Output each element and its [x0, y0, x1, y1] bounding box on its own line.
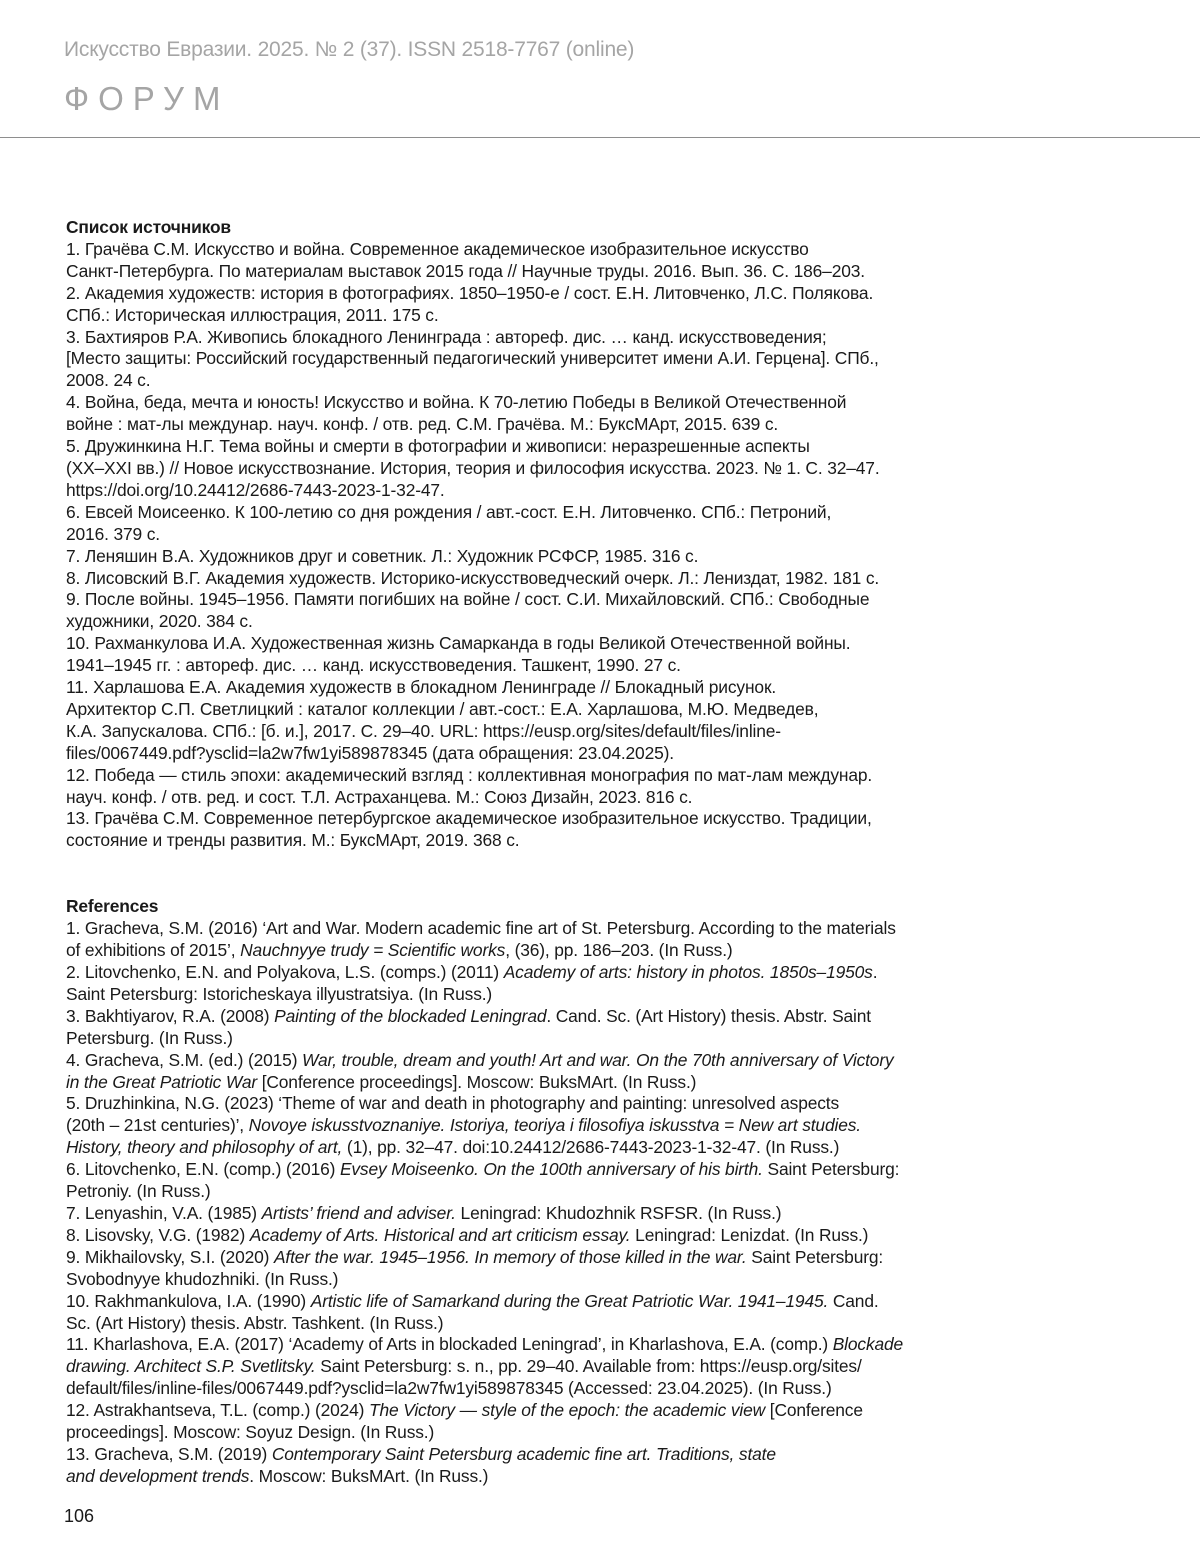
reference-entry-line	[66, 1181, 966, 1203]
source-entry	[66, 677, 966, 765]
reference-entry-line	[66, 1247, 966, 1269]
reference-text: proceedings]. Moscow: Soyuz Design. (In Russ.)	[66, 1422, 435, 1443]
reference-entry	[66, 1444, 966, 1488]
reference-text: (1), pp. 32–47. doi:10.24412/2686-7443-2023-1-32-47. (In Russ.)	[342, 1137, 840, 1158]
reference-entry	[66, 1006, 966, 1050]
reference-entry	[66, 1400, 966, 1444]
reference-entry-line	[66, 1006, 966, 1028]
reference-entry-line	[66, 1203, 966, 1225]
reference-title-italic: and development trends	[66, 1465, 250, 1486]
reference-entry-line	[66, 1269, 966, 1291]
reference-text: 10. Rakhmankulova, I.A. (1990)	[66, 1290, 311, 1311]
source-entry	[66, 327, 966, 393]
reference-text: Petroniy. (In Russ.)	[66, 1181, 211, 1202]
reference-text: 5. Druzhinkina, N.G. (2023) ‘Theme of war and death in photography and painting: unresolved aspects	[66, 1093, 840, 1114]
reference-text: Leningrad: Lenizdat. (In Russ.)	[630, 1224, 869, 1245]
reference-text: 1. Gracheva, S.M. (2016) ‘Art and War. Modern academic fine art of St. Petersburg. According to the materials	[66, 918, 896, 939]
reference-entry	[66, 1159, 966, 1203]
source-entry-line: 2. Академия художеств: история в фотографиях. 1850–1950-е / сост. Е.Н. Литовченко, Л.С. Полякова.	[66, 282, 874, 303]
source-entry	[66, 633, 966, 677]
source-entry-line: 1941–1945 гг. : автореф. дис. … канд. искусствоведения. Ташкент, 1990. 27 с.	[66, 655, 681, 676]
section-gap	[66, 852, 966, 896]
reference-text: Cand.	[828, 1290, 879, 1311]
reference-text: Petersburg. (In Russ.)	[66, 1027, 233, 1048]
source-entry-line: 8. Лисовский В.Г. Академия художеств. Историко-искусствоведческий очерк. Л.: Лениздат, 1982. 181 с.	[66, 567, 880, 588]
source-entry-line: 13. Грачёва С.М. Современное петербургское академическое изобразительное искусство. Традиции,	[66, 808, 872, 829]
source-entry	[66, 589, 966, 633]
source-entry-line: 5. Дружинкина Н.Г. Тема войны и смерти в фотографии и живописи: неразрешенные аспекты	[66, 436, 810, 457]
reference-text: Leningrad: Khudozhnik RSFSR. (In Russ.)	[455, 1202, 782, 1223]
source-entry-line: Санкт-Петербурга. По материалам выставок 2015 года // Научные труды. 2016. Вып. 36. С. 186–203.	[66, 260, 865, 281]
reference-text: [Conference	[765, 1400, 863, 1421]
reference-text: Saint Petersburg:	[746, 1246, 884, 1267]
source-entry	[66, 765, 966, 809]
source-entry	[66, 808, 966, 852]
source-entry-line: 10. Рахманкулова И.А. Художественная жизнь Самарканда в годы Великой Отечественной войны.	[66, 633, 851, 654]
reference-entry-line	[66, 1159, 966, 1181]
references-list	[66, 896, 966, 1487]
source-entry-line: художники, 2020. 384 с.	[66, 611, 253, 632]
reference-text: 13. Gracheva, S.M. (2019)	[66, 1443, 272, 1464]
reference-entry-line	[66, 984, 966, 1006]
reference-text: 11. Kharlashova, E.A. (2017) ‘Academy of Arts in blockaded Leningrad’, in Kharlashova, E.A. (comp.)	[66, 1334, 833, 1355]
reference-entry-line	[66, 1291, 966, 1313]
reference-entry-line	[66, 1466, 966, 1488]
source-entry-line: 2016. 379 с.	[66, 523, 160, 544]
reference-text: default/files/inline-files/0067449.pdf?ysclid=la2w7fw1yi589878345 (Accessed: 23.04.2025). (In Russ.)	[66, 1378, 832, 1399]
reference-text: 6. Litovchenko, E.N. (comp.) (2016)	[66, 1159, 340, 1180]
source-entry-line: 11. Харлашова Е.А. Академия художеств в блокадном Ленинграде // Блокадный рисунок.	[66, 677, 777, 698]
reference-entry-line	[66, 1378, 966, 1400]
reference-entry-line	[66, 1422, 966, 1444]
reference-title-italic: Artistic life of Samarkand during the Great Patriotic War. 1941–1945.	[310, 1290, 829, 1311]
reference-entry-line	[66, 962, 966, 984]
sources-heading: Список источников	[66, 217, 231, 237]
source-entry-line: (XX–XXI вв.) // Новое искусствознание. История, теория и философия искусства. 2023. № 1. С. 32–47.	[66, 457, 880, 478]
reference-entry	[66, 1203, 966, 1225]
reference-title-italic: Blockade	[832, 1334, 904, 1355]
reference-title-italic: Contemporary Saint Petersburg academic fine art. Traditions, state	[271, 1443, 776, 1464]
reference-title-italic: Nauchnyye trudy = Scientific works	[240, 940, 506, 961]
source-entry	[66, 436, 966, 502]
reference-text: Saint Petersburg:	[762, 1159, 900, 1180]
reference-title-italic: Artists’ friend and adviser.	[261, 1202, 456, 1223]
source-entry-line: Архитектор С.П. Светлицкий : каталог коллекции / авт.-сост.: Е.А. Харлашова, М.Ю. Медведев,	[66, 698, 819, 719]
source-entry-line: 3. Бахтияров Р.А. Живопись блокадного Ленинграда : автореф. дис. … канд. искусствоведения;	[66, 326, 827, 347]
reference-text: Sc. (Art History) thesis. Abstr. Tashkent. (In Russ.)	[66, 1312, 444, 1333]
reference-entry-line	[66, 1334, 966, 1356]
reference-title-italic: Academy of arts: history in photos. 1850s–1950s	[503, 962, 873, 982]
source-entry-line: состояние и тренды развития. М.: БуксМАрт, 2019. 368 с.	[66, 830, 520, 851]
reference-text: 2. Litovchenko, E.N. and Polyakova, L.S. (comps.) (2011)	[66, 962, 504, 982]
source-entry-line: 12. Победа — стиль эпохи: академический взгляд : коллективная монография по мат-лам междунар.	[66, 764, 873, 785]
reference-entry-line	[66, 1400, 966, 1422]
reference-entry	[66, 1093, 966, 1159]
reference-text: Saint Petersburg: Istoricheskaya illyustratsiya. (In Russ.)	[66, 983, 493, 1004]
reference-title-italic: Evsey Moiseenko. On the 100th anniversary of his birth.	[339, 1159, 763, 1180]
reference-entry	[66, 1334, 966, 1400]
reference-text: 12. Astrakhantseva, T.L. (comp.) (2024)	[66, 1400, 369, 1421]
reference-entry-line	[66, 940, 966, 962]
reference-entry-line	[66, 1093, 966, 1115]
section-title: ФОРУМ	[64, 80, 230, 117]
reference-entry	[66, 1225, 966, 1247]
header-divider	[0, 137, 1200, 138]
reference-title-italic: History, theory and philosophy of art,	[66, 1137, 343, 1158]
page-number: 106	[64, 1506, 95, 1526]
sources-entries	[66, 239, 966, 852]
reference-entry-line	[66, 918, 966, 940]
reference-entry-line	[66, 1072, 966, 1094]
source-entry-line: [Место защиты: Российский государственный педагогический университет имени А.И. Герцена]. СПб.,	[66, 348, 879, 369]
reference-text: (20th – 21st centuries)’,	[66, 1115, 249, 1136]
reference-text: Svobodnyye khudozhniki. (In Russ.)	[66, 1268, 339, 1289]
reference-entry-line	[66, 1356, 966, 1378]
reference-title-italic: After the war. 1945–1956. In memory of those killed in the war.	[273, 1246, 747, 1267]
reference-title-italic: Academy of Arts. Historical and art criticism essay.	[249, 1224, 631, 1245]
source-entry-line: files/0067449.pdf?ysclid=la2w7fw1yi589878345 (дата обращения: 23.04.2025).	[66, 742, 674, 763]
source-entry-line: 2008. 24 с.	[66, 370, 151, 391]
reference-text: 3. Bakhtiyarov, R.A. (2008)	[66, 1005, 275, 1026]
source-entry-line: войне : мат-лы междунар. науч. конф. / отв. ред. С.М. Грачёва. М.: БуксМАрт, 2015. 639 с.	[66, 414, 779, 435]
reference-text: of exhibitions of 2015’,	[66, 940, 241, 961]
source-entry-line: 9. После войны. 1945–1956. Памяти погибших на войне / сост. С.И. Михайловский. СПб.: Свободные	[66, 589, 870, 610]
reference-entry-line	[66, 1313, 966, 1335]
source-entry-line: 4. Война, беда, мечта и юность! Искусство и война. К 70-летию Победы в Великой Отечественной	[66, 392, 847, 413]
reference-title-italic: War, trouble, dream and youth! Art and war. On the 70th anniversary of Victory	[302, 1049, 894, 1070]
reference-text: 9. Mikhailovsky, S.I. (2020)	[66, 1246, 274, 1267]
reference-title-italic: in the Great Patriotic War	[66, 1071, 258, 1092]
reference-entry-line	[66, 1028, 966, 1050]
reference-entry	[66, 1050, 966, 1094]
source-entry-line: 6. Евсей Моисеенко. К 100-летию со дня рождения / авт.-сост. Е.Н. Литовченко. СПб.: Петроний,	[66, 501, 832, 522]
reference-entry	[66, 1291, 966, 1335]
journal-citation-line: Искусство Евразии. 2025. № 2 (37). ISSN 2518-7767 (online)	[64, 38, 635, 61]
reference-entry-line	[66, 1115, 966, 1137]
sources-list	[66, 217, 966, 852]
source-entry	[66, 239, 966, 283]
references-heading: References	[66, 896, 159, 917]
reference-text: . Moscow: BuksMArt. (In Russ.)	[249, 1465, 489, 1486]
source-entry-line: науч. конф. / отв. ред. и сост. Т.Л. Астраханцева. М.: Союз Дизайн, 2023. 816 с.	[66, 786, 693, 807]
bibliography	[66, 217, 966, 1488]
source-entry	[66, 283, 966, 327]
source-entry-line: СПб.: Историческая иллюстрация, 2011. 175 с.	[66, 304, 439, 325]
reference-entry	[66, 1247, 966, 1291]
reference-entry-line	[66, 1137, 966, 1159]
reference-title-italic: Painting of the blockaded Leningrad	[274, 1005, 547, 1026]
reference-entry	[66, 962, 966, 1006]
reference-title-italic: drawing. Architect S.P. Svetlitsky.	[66, 1356, 316, 1377]
reference-entry-line	[66, 1050, 966, 1072]
reference-text: 7. Lenyashin, V.A. (1985)	[66, 1202, 262, 1223]
reference-entry	[66, 918, 966, 962]
reference-text: [Conference proceedings]. Moscow: BuksMArt. (In Russ.)	[257, 1071, 697, 1092]
source-entry-line: 7. Леняшин В.А. Художников друг и советник. Л.: Художник РСФСР, 1985. 316 с.	[66, 545, 699, 566]
source-entry-line: https://doi.org/10.24412/2686-7443-2023-1-32-47.	[66, 479, 445, 500]
reference-text: . Cand. Sc. (Art History) thesis. Abstr. Saint	[546, 1005, 871, 1026]
reference-title-italic: The Victory — style of the epoch: the academic view	[369, 1400, 766, 1421]
reference-text: Saint Petersburg: s. n., pp. 29–40. Available from: https://eusp.org/sites/	[315, 1356, 862, 1377]
references-entries	[66, 918, 966, 1488]
source-entry	[66, 392, 966, 436]
reference-text: 8. Lisovsky, V.G. (1982)	[66, 1224, 250, 1245]
source-entry-line: К.А. Запускалова. СПб.: [б. и.], 2017. С. 29–40. URL: https://eusp.org/sites/default/files/inline-	[66, 720, 781, 741]
source-entry	[66, 546, 966, 568]
reference-text: .	[872, 962, 878, 982]
source-entry	[66, 502, 966, 546]
source-entry-line: 1. Грачёва С.М. Искусство и война. Современное академическое изобразительное искусство	[66, 238, 809, 259]
reference-text: , (36), pp. 186–203. (In Russ.)	[505, 940, 733, 961]
reference-text: 4. Gracheva, S.M. (ed.) (2015)	[66, 1049, 303, 1070]
source-entry	[66, 568, 966, 590]
reference-title-italic: Novoye iskusstvoznaniye. Istoriya, teoriya i filosofiya iskusstva = New art studies.	[248, 1115, 861, 1136]
reference-entry-line	[66, 1225, 966, 1247]
reference-entry-line	[66, 1444, 966, 1466]
